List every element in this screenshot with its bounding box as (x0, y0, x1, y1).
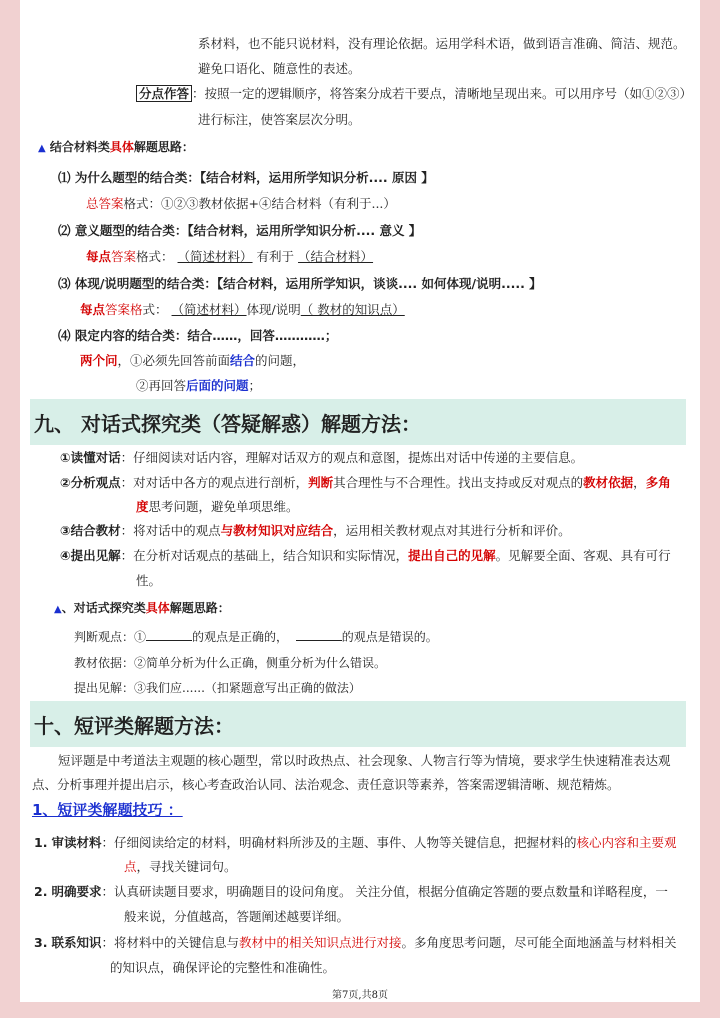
fendian-text: ：按照一定的逻辑顺序，将答案分成若干要点，清晰地呈现出来。可以用序号（如①②③） (192, 86, 693, 101)
section9-banner (30, 399, 686, 445)
tip-2-cont: 般来说，分值越高，答题阐述越要详细。 (124, 909, 350, 924)
s9-item-2-cont: 度思考问题，避免单项思维。 (136, 499, 299, 514)
tip-3: 3. 联系知识：将材料中的关键信息与教材中的相关知识点进行对接。多角度思考问题，尽可能全面地涵盖与材料相关 (34, 935, 677, 950)
s9-item-3: ③结合教材：将对话中的观点与教材知识对应结合，运用相关教材观点对其进行分析和评价。 (60, 523, 571, 538)
tip-1: 1. 审读材料：仔细阅读给定的材料，明确材料所涉及的主题、事件、人物等关键信息，把握材料的核心内容和主要观 (34, 835, 677, 850)
q4-line1: 两个问，①必须先回答前面结合的问题， (80, 353, 306, 368)
q1-title: ⑴ 为什么题型的结合类：【结合材料，运用所学知识分析.... 原因 】 (58, 170, 434, 185)
tip-1-cont: 点，寻找关键词句。 (124, 859, 237, 874)
q3-title: ⑶ 体现/说明题型的结合类：【结合材料，运用所学知识，谈谈.... 如何体现/说明..... 】 (58, 276, 542, 291)
s9-item-4-cont: 性。 (136, 573, 162, 588)
s10-sub-title: 1、短评类解题技巧 ： (32, 801, 183, 819)
s10-intro-2: 点、分析事理并提出启示，核心考查政治认同、法治观念、责任意识等素养，答案需逻辑清晰、规范精炼。 (32, 777, 620, 792)
triangle-icon: ▲ (38, 143, 46, 154)
s10-intro-1: 短评题是中考道法主观题的核心题型，常以时政热点、社会现象、人物言行等为情境，要求学生快速精准表达观 (58, 753, 671, 768)
q3-format: 每点答案格式： （简述材料）体现/说明（ 教材的知识点） (80, 302, 405, 317)
basis-line: 教材依据：②简单分析为什么正确，侧重分析为什么错误。 (74, 656, 387, 670)
triangle-icon: ▲ (54, 604, 62, 615)
q4-line2: ②再回答后面的问题； (136, 378, 262, 393)
combine-heading: ▲ 结合材料类具体解题思路： (38, 140, 194, 154)
q2-title: ⑵ 意义题型的结合类：【结合材料，运用所学知识分析.... 意义 】 (58, 223, 422, 238)
q4-title: ⑷ 限定内容的结合类：结合……，回答…………； (58, 328, 338, 343)
text-line: 避免口语化、随意性的表述。 (198, 61, 361, 76)
fendian-label: 分点作答 (136, 85, 192, 102)
q2-format: 每点答案格式： （简述材料） 有利于 （结合材料） (86, 249, 374, 264)
section10-title: 十、短评类解题方法： (34, 714, 234, 738)
text-line: 进行标注，使答案层次分明。 (198, 112, 361, 127)
section10-banner (30, 701, 686, 747)
q1-format: 总答案格式：①②③教材依据+④结合材料（有利于...） (86, 196, 396, 211)
page-number: 第7页,共8页 (332, 990, 388, 1001)
tip-3-cont: 的知识点，确保评论的完整性和准确性。 (110, 960, 336, 975)
fill-blank (146, 629, 192, 641)
propose-line: 提出见解：③我们应......（扣紧题意写出正确的做法） (74, 681, 361, 695)
s9-item-2: ②分析观点：对对话中各方的观点进行剖析，判断其合理性与不合理性。找出支持或反对观点的教材依据，多角 (60, 475, 671, 490)
s9-item-1: ①读懂对话：仔细阅读对话内容，理解对话双方的观点和意图，提炼出对话中传递的主要信息。 (60, 450, 584, 465)
text-line: 系材料，也不能只说材料，没有理论依据。运用学科术语，做到语言准确、简洁、规范。 (198, 36, 686, 51)
document-page (20, 0, 700, 1002)
s9-item-4: ④提出见解：在分析对话观点的基础上，结合知识和实际情况，提出自己的见解。见解要全面、客观、具有可行 (60, 548, 671, 563)
judge-line: 判断观点：① 的观点是正确的， 的观点是错误的。 (74, 630, 438, 644)
tip-2: 2. 明确要求：认真研读题目要求，明确题目的设问角度。 关注分值，根据分值确定答题的要点数量和详略程度，一 (34, 884, 668, 899)
s9-sub-heading: ▲、对话式探究类具体解题思路： (54, 601, 230, 615)
fill-blank (296, 629, 342, 641)
section9-title: 九、 对话式探究类（答疑解惑）解题方法： (34, 412, 421, 436)
fendian-line (136, 84, 692, 102)
